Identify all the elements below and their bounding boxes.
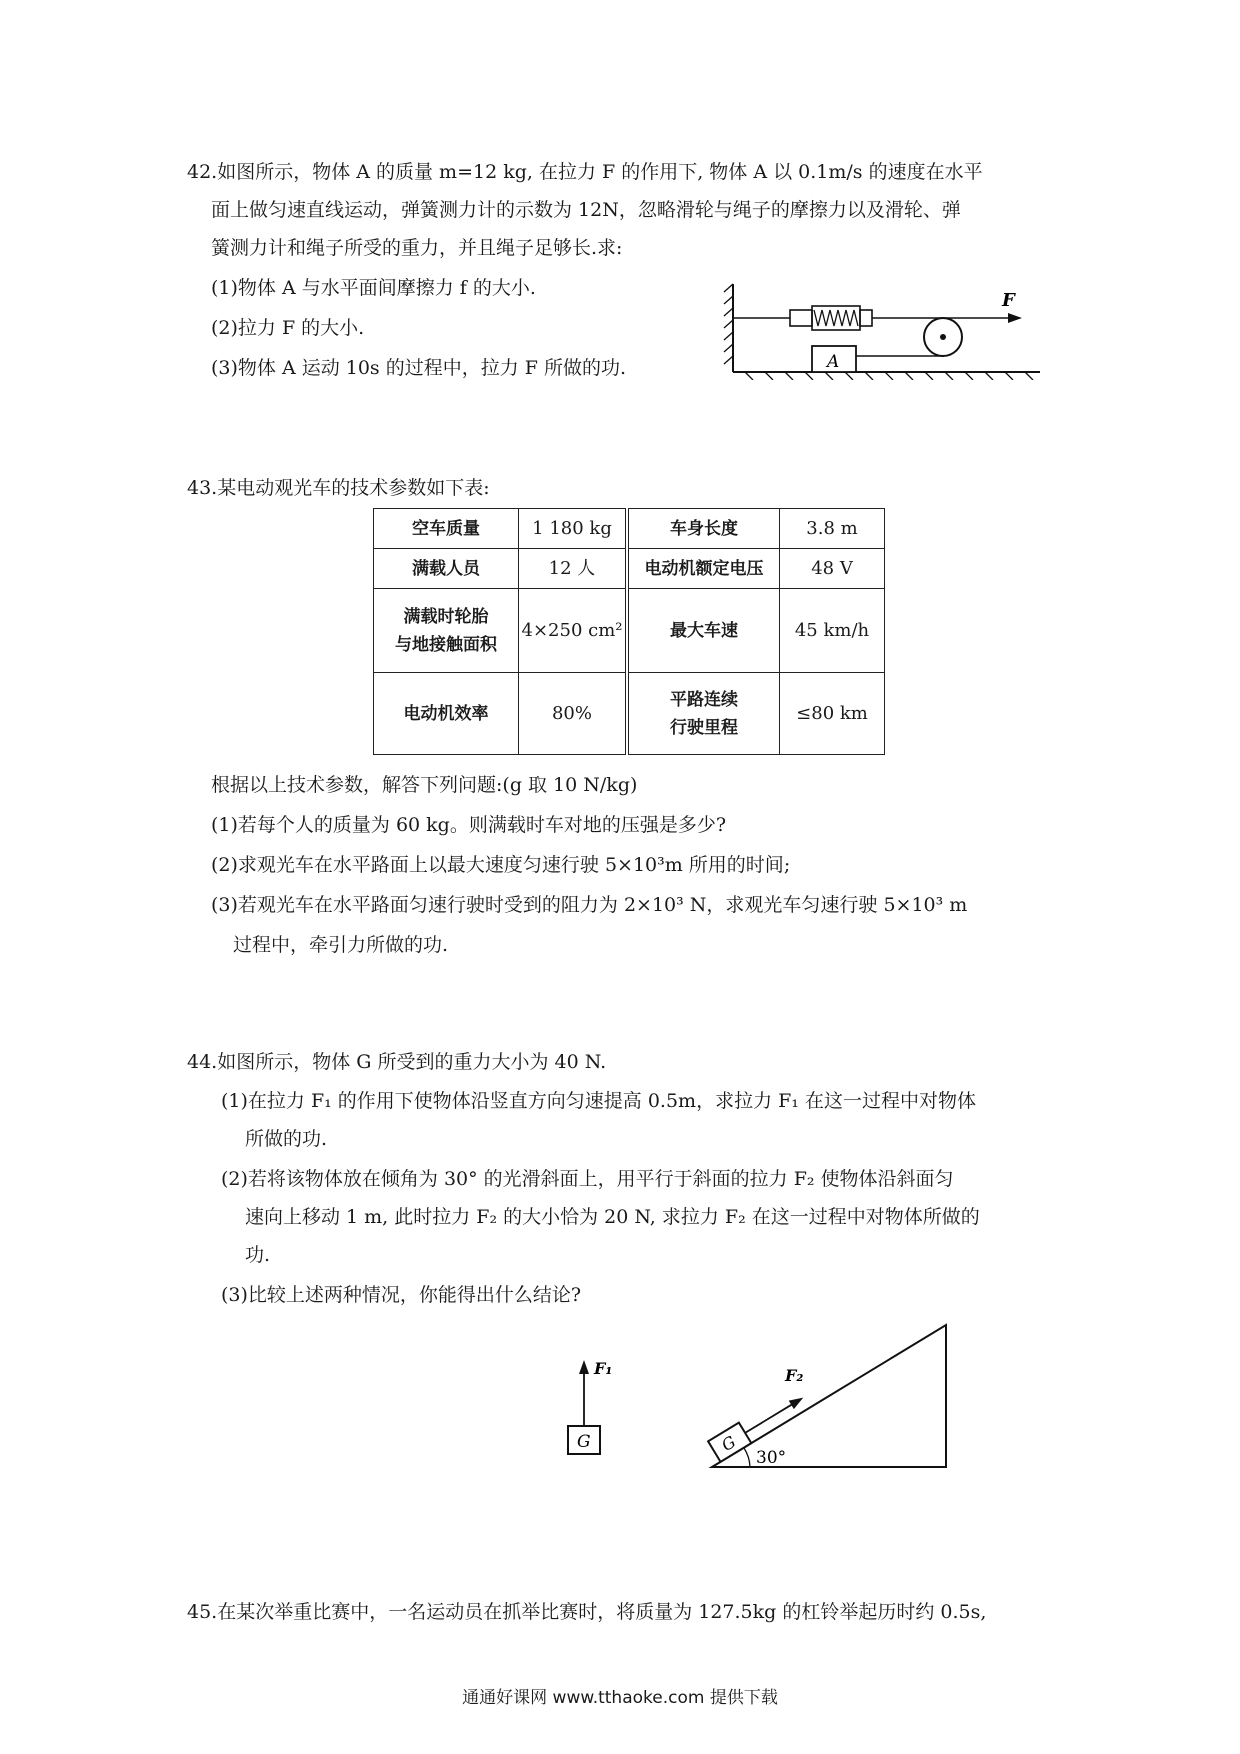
angle-label: 30° [756, 1448, 787, 1468]
incline-diagram [700, 1315, 960, 1475]
table-row [374, 673, 885, 755]
table-cell: 80% [519, 673, 628, 755]
q42-line-3: 簧测力计和绳子所受的重力，并且绳子足够长.求: [211, 237, 623, 259]
q44-sub-1b: 所做的功. [245, 1128, 328, 1150]
arrow-incline-icon [789, 1393, 806, 1409]
force-label-F2: F₂ [785, 1366, 804, 1385]
table-cell: 电动机效率 [374, 673, 519, 755]
block-G-incline-label: G [718, 1432, 739, 1455]
lift-diagram [560, 1350, 620, 1460]
q44-sub-2a: (2)若将该物体放在倾角为 30° 的光滑斜面上，用平行于斜面的拉力 F₂ 使物体沿斜面匀 [221, 1168, 954, 1190]
table-cell: 12 人 [519, 549, 628, 589]
cell-line: 平路连续 [670, 689, 738, 710]
q44-sub-2b: 速向上移动 1 m, 此时拉力 F₂ 的大小恰为 20 N, 求拉力 F₂ 在这一过程中对物体所做的 [245, 1206, 980, 1228]
cell-line: 行驶里程 [670, 717, 738, 738]
arrow-right-icon [1008, 313, 1022, 323]
table-cell: ≤80 km [780, 673, 885, 755]
pulley [924, 318, 962, 356]
q43-sub-2: (2)求观光车在水平路面上以最大速度匀速行驶 5×10³m 所用的时间; [211, 854, 791, 876]
spring-scale [790, 306, 872, 330]
table-cell: 48 V [780, 549, 885, 589]
cell-line: 与地接触面积 [395, 634, 497, 655]
table-cell: 最大车速 [627, 589, 780, 673]
table-cell: 车身长度 [627, 509, 780, 549]
q42-sub-3: (3)物体 A 运动 10s 的过程中，拉力 F 所做的功. [211, 357, 627, 379]
table-cell: 45 km/h [780, 589, 885, 673]
cell-line: 满载时轮胎 [403, 606, 489, 627]
table-row [374, 589, 885, 673]
q42-line-1: 42.如图所示，物体 A 的质量 m=12 kg, 在拉力 F 的作用下, 物体 A 以 0.1m/s 的速度在水平 [187, 161, 983, 183]
table-cell [627, 673, 780, 755]
force-label-F: F [1002, 290, 1015, 311]
block-A-label: A [827, 352, 840, 372]
q42-line-2: 面上做匀速直线运动，弹簧测力计的示数为 12N，忽略滑轮与绳子的摩擦力以及滑轮、弹 [211, 199, 961, 221]
q43-sub-3b: 过程中，牵引力所做的功. [233, 934, 449, 956]
table-cell: 3.8 m [780, 509, 885, 549]
q43-sub-3a: (3)若观光车在水平路面匀速行驶时受到的阻力为 2×10³ N，求观光车匀速行驶 5×10³ m [211, 894, 968, 916]
q44-sub-3: (3)比较上述两种情况，你能得出什么结论? [221, 1284, 582, 1306]
table-cell: 1 180 kg [519, 509, 628, 549]
table-cell: 4×250 cm² [519, 589, 628, 673]
table-cell: 电动机额定电压 [627, 549, 780, 589]
q45-line-1: 45.在某次举重比赛中，一名运动员在抓举比赛时，将质量为 127.5kg 的杠铃举起历时约 0.5s, [187, 1601, 987, 1623]
q44-sub-1a: (1)在拉力 F₁ 的作用下使物体沿竖直方向匀速提高 0.5m，求拉力 F₁ 在这一过程中对物体 [221, 1090, 976, 1112]
force-label-F1: F₁ [594, 1359, 613, 1378]
arrow-up-icon [579, 1360, 589, 1374]
block-G-label: G [577, 1432, 591, 1452]
q43-after: 根据以上技术参数，解答下列问题:(g 取 10 N/kg) [211, 774, 638, 796]
table-cell: 空车质量 [374, 509, 519, 549]
q44-intro: 44.如图所示，物体 G 所受到的重力大小为 40 N. [187, 1051, 607, 1073]
q42-sub-2: (2)拉力 F 的大小. [211, 317, 365, 339]
q43-intro: 43.某电动观光车的技术参数如下表: [187, 477, 490, 499]
q42-sub-1: (1)物体 A 与水平面间摩擦力 f 的大小. [211, 277, 536, 299]
table-cell [374, 589, 519, 673]
table-row [374, 549, 885, 589]
q44-sub-2c: 功. [245, 1244, 271, 1266]
q43-sub-1: (1)若每个人的质量为 60 kg。则满载时车对地的压强是多少? [211, 814, 727, 836]
table-cell: 满载人员 [374, 549, 519, 589]
page-footer: 通通好课网 www.tthaoke.com 提供下载 [462, 1688, 778, 1708]
pulley-diagram [720, 280, 1050, 380]
tech-params-table [373, 508, 885, 755]
table-row [374, 509, 885, 549]
